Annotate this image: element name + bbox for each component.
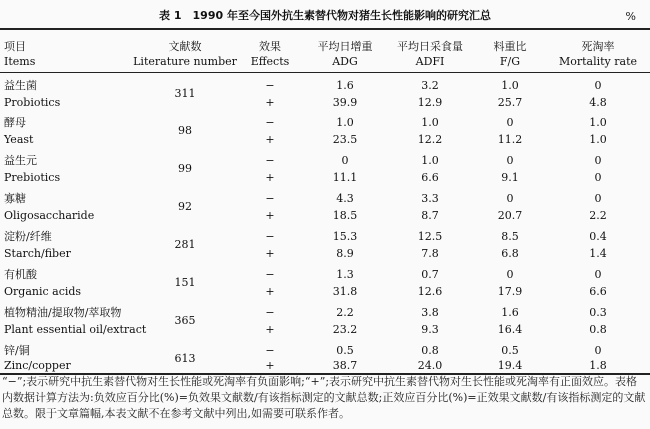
row-name-cn: 有机酸 [4, 268, 37, 281]
cell-adfi-pos: 9.3 [421, 323, 439, 336]
cell-fg-pos: 17.9 [497, 285, 523, 298]
cell-fg-neg: 8.5 [501, 230, 519, 243]
row-effect-neg: − [265, 154, 275, 167]
cell-adfi-neg: 1.0 [421, 116, 439, 129]
row-name-cn: 益生菌 [4, 79, 37, 92]
cell-adg-pos: 18.5 [332, 209, 358, 222]
cell-adfi-pos: 8.7 [421, 209, 439, 222]
cell-fg-pos: 19.4 [497, 359, 523, 372]
row-name-en: Zinc/copper [4, 359, 71, 372]
cell-adfi-pos: 12.9 [417, 96, 443, 109]
row-lit: 92 [178, 200, 192, 213]
cell-fg-neg: 0 [506, 116, 514, 129]
row-name-cn: 酵母 [4, 116, 26, 129]
row-lit: 99 [178, 162, 192, 175]
header-adfi-en: ADFI [415, 55, 445, 68]
cell-adfi-pos: 12.6 [417, 285, 443, 298]
row-effect-neg: − [265, 116, 275, 129]
row-name-en: Probiotics [4, 96, 61, 109]
cell-adfi-neg: 3.2 [421, 79, 439, 92]
row-lit: 365 [174, 314, 196, 327]
cell-mort-neg: 0 [594, 79, 602, 92]
row-effect-pos: + [265, 359, 275, 372]
cell-fg-pos: 20.7 [497, 209, 523, 222]
cell-mort-neg: 0.3 [589, 306, 607, 319]
cell-adg-neg: 1.0 [336, 116, 354, 129]
cell-mort-neg: 0 [594, 192, 602, 205]
cell-fg-pos: 25.7 [497, 96, 523, 109]
header-mort-cn: 死淘率 [581, 40, 615, 53]
row-name-en: Yeast [4, 133, 34, 146]
cell-adfi-neg: 1.0 [421, 154, 439, 167]
row-effect-neg: − [265, 344, 275, 357]
header-adg-en: ADG [332, 55, 358, 68]
row-effect-neg: − [265, 306, 275, 319]
row-name-en: Plant essential oil/extract [4, 323, 147, 336]
row-name-cn: 益生元 [4, 154, 37, 167]
cell-fg-pos: 16.4 [497, 323, 523, 336]
cell-mort-neg: 0 [594, 154, 602, 167]
cell-adg-neg: 1.6 [336, 79, 354, 92]
cell-adfi-pos: 6.6 [421, 171, 439, 184]
cell-adg-pos: 31.8 [332, 285, 358, 298]
cell-fg-neg: 0 [506, 268, 514, 281]
row-name-cn: 寡糖 [4, 192, 26, 205]
header-eff-en: Effects [250, 55, 290, 68]
header-mort-en: Mortality rate [558, 55, 638, 68]
row-effect-pos: + [265, 133, 275, 146]
table-title: 表 1 1990 年至今国外抗生素替代物对猪生长性能影响的研究汇总 [159, 9, 491, 22]
row-name-en: Prebiotics [4, 171, 61, 184]
cell-adfi-neg: 0.8 [421, 344, 439, 357]
cell-mort-neg: 0.4 [589, 230, 607, 243]
header-fg-en: F/G [499, 55, 521, 68]
cell-adfi-neg: 3.8 [421, 306, 439, 319]
cell-fg-pos: 11.2 [497, 133, 523, 146]
row-lit: 281 [174, 238, 196, 251]
cell-fg-pos: 9.1 [501, 171, 519, 184]
cell-mort-pos: 1.8 [589, 359, 607, 372]
cell-adg-pos: 11.1 [332, 171, 358, 184]
cell-mort-neg: 0 [594, 268, 602, 281]
row-name-cn: 锌/铜 [4, 344, 30, 357]
cell-mort-pos: 2.2 [589, 209, 607, 222]
row-lit: 151 [174, 276, 196, 289]
row-effect-neg: − [265, 79, 275, 92]
header-lit-en: Literature number [133, 55, 237, 68]
row-effect-pos: + [265, 96, 275, 109]
cell-adg-pos: 23.5 [332, 133, 358, 146]
cell-adg-neg: 2.2 [336, 306, 354, 319]
header-rule [0, 72, 650, 73]
unit-label: % [625, 10, 636, 23]
header-adg-cn: 平均日增重 [317, 40, 373, 53]
header-adfi-cn: 平均日采食量 [397, 40, 463, 53]
cell-fg-pos: 6.8 [501, 247, 519, 260]
cell-mort-pos: 4.8 [589, 96, 607, 109]
row-effect-pos: + [265, 247, 275, 260]
top-rule [0, 28, 650, 30]
cell-fg-neg: 0 [506, 192, 514, 205]
row-name-en: Organic acids [4, 285, 82, 298]
row-name-en: Oligosaccharide [4, 209, 95, 222]
row-name-cn: 植物精油/提取物/萃取物 [4, 306, 122, 319]
cell-adg-neg: 1.3 [336, 268, 354, 281]
header-eff-cn: 效果 [259, 40, 281, 53]
row-effect-pos: + [265, 209, 275, 222]
row-effect-neg: − [265, 230, 275, 243]
cell-adfi-pos: 24.0 [417, 359, 443, 372]
cell-adfi-neg: 0.7 [421, 268, 439, 281]
header-item-en: Items [4, 55, 36, 68]
cell-adfi-neg: 3.3 [421, 192, 439, 205]
cell-mort-pos: 1.0 [589, 133, 607, 146]
header-item-cn: 项目 [4, 40, 26, 53]
cell-mort-pos: 1.4 [589, 247, 607, 260]
row-lit: 98 [178, 124, 192, 137]
cell-fg-neg: 1.0 [501, 79, 519, 92]
cell-adg-pos: 23.2 [332, 323, 358, 336]
cell-adfi-pos: 7.8 [421, 247, 439, 260]
cell-adfi-pos: 12.2 [417, 133, 443, 146]
cell-fg-neg: 0 [506, 154, 514, 167]
header-lit-cn: 文献数 [168, 40, 202, 53]
row-effect-pos: + [265, 285, 275, 298]
cell-mort-pos: 0 [594, 171, 602, 184]
row-effect-neg: − [265, 192, 275, 205]
header-fg-cn: 料重比 [493, 40, 527, 53]
cell-adg-pos: 38.7 [332, 359, 358, 372]
cell-adg-neg: 0 [341, 154, 349, 167]
cell-adg-neg: 4.3 [336, 192, 354, 205]
cell-adg-neg: 0.5 [336, 344, 354, 357]
row-lit: 311 [174, 87, 196, 100]
cell-mort-neg: 1.0 [589, 116, 607, 129]
cell-mort-pos: 6.6 [589, 285, 607, 298]
cell-mort-neg: 0 [594, 344, 602, 357]
cell-mort-pos: 0.8 [589, 323, 607, 336]
cell-adg-pos: 8.9 [336, 247, 354, 260]
table-footnote: “−”;表示研究中抗生素替代物对生长性能或死淘率有负面影响;“+”;表示研究中抗生素替代物对生长性能或死淘率有正面效应。表格内数据计算方法为:负效应百分比(%)=负效果文献数/有该指标测定的文献总数;正效应百分比(%)=正效果文献数/有该指标测定的文献总数。限于文章篇幅,本表文献不在参考文献中列出,如需要可联系作者。 [2, 375, 646, 420]
cell-fg-neg: 0.5 [501, 344, 519, 357]
cell-adg-neg: 15.3 [332, 230, 358, 243]
cell-adfi-neg: 12.5 [417, 230, 443, 243]
row-effect-neg: − [265, 268, 275, 281]
row-lit: 613 [174, 352, 196, 365]
row-effect-pos: + [265, 171, 275, 184]
cell-adg-pos: 39.9 [332, 96, 358, 109]
cell-fg-neg: 1.6 [501, 306, 519, 319]
row-name-cn: 淀粉/纤维 [4, 230, 52, 243]
row-name-en: Starch/fiber [4, 247, 71, 260]
row-effect-pos: + [265, 323, 275, 336]
